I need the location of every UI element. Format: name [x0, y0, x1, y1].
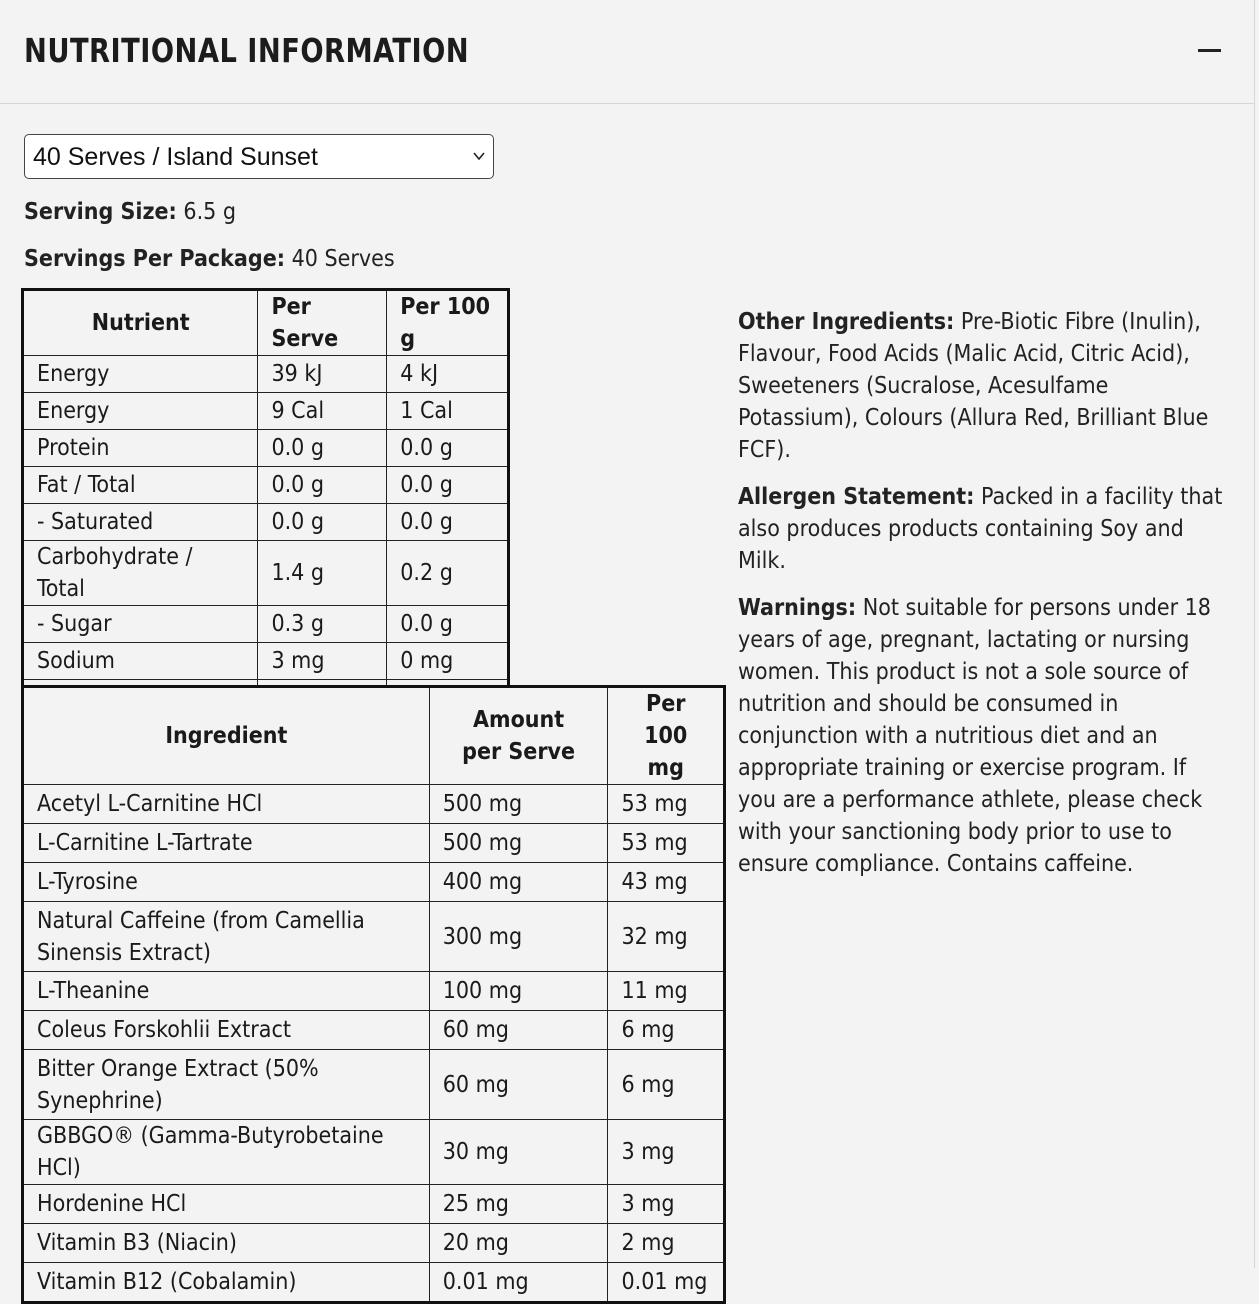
table-cell: 1 Cal — [387, 393, 509, 430]
column-header — [429, 687, 608, 785]
table-row — [23, 1185, 725, 1224]
section-title: NUTRITIONAL INFORMATION — [24, 31, 470, 70]
column-header: Per 100 g — [387, 290, 509, 356]
table-cell: 11 mg — [608, 972, 725, 1011]
table-row — [23, 504, 509, 541]
table-cell: Energy — [23, 356, 258, 393]
variant-select[interactable] — [24, 134, 494, 179]
servings-per-package — [24, 246, 395, 272]
table-cell: 0.0 g — [258, 467, 387, 504]
table-row — [23, 1224, 725, 1263]
table-row — [23, 972, 725, 1011]
table-cell: Vitamin B3 (Niacin) — [23, 1224, 430, 1263]
divider — [1254, 0, 1255, 1268]
table-row — [23, 863, 725, 902]
chevron-down-icon — [472, 149, 486, 163]
table-cell: 0.0 g — [258, 430, 387, 467]
table-cell: - Saturated — [23, 504, 258, 541]
table-cell: 0.0 g — [387, 606, 509, 643]
table-cell: 100 mg — [429, 972, 608, 1011]
table-cell: 32 mg — [608, 902, 725, 972]
table-cell: - Sugar — [23, 606, 258, 643]
nutrition-table — [21, 288, 510, 718]
table-cell: Bitter Orange Extract (50% Synephrine) — [23, 1050, 430, 1120]
table-cell: 6 mg — [608, 1011, 725, 1050]
servings-per-package-value: 40 Serves — [291, 246, 395, 272]
table-cell: Natural Caffeine (from Camellia Sinensis Extract) — [23, 902, 430, 972]
other-ingredients — [738, 306, 1228, 466]
servings-per-package-label: Servings Per Package: — [24, 246, 286, 272]
allergen-statement — [738, 481, 1228, 577]
table-header-row — [23, 290, 509, 356]
table-row — [23, 606, 509, 643]
table-row — [23, 430, 509, 467]
table-row — [23, 1050, 725, 1120]
table-cell: Protein — [23, 430, 258, 467]
ingredient-table — [21, 685, 726, 1304]
table-cell: Sodium — [23, 643, 258, 680]
table-row — [23, 824, 725, 863]
column-header-text: Amount per Serve — [462, 707, 576, 765]
table-cell: L-Tyrosine — [23, 863, 430, 902]
ingredient-notes — [738, 306, 1228, 895]
section-header[interactable] — [0, 0, 1255, 104]
table-cell: Coleus Forskohlii Extract — [23, 1011, 430, 1050]
table-row — [23, 467, 509, 504]
table-cell: Energy — [23, 393, 258, 430]
column-header-text: Per 100 mg — [644, 691, 688, 781]
table-header-row — [23, 687, 725, 785]
table-cell: Fat / Total — [23, 467, 258, 504]
serving-size-value: 6.5 g — [183, 199, 237, 225]
table-row — [23, 1263, 725, 1303]
table-cell: 0.2 g — [387, 541, 509, 606]
column-header: Per Serve — [258, 290, 387, 356]
table-row — [23, 785, 725, 824]
table-row — [23, 902, 725, 972]
warnings-text: Not suitable for persons under 18 years of age, pregnant, lactating or nursing women. This product is not a sole source of nutrition and should be consumed in conjunction with a nutritious diet and an appropriate training or exercise program. If you are a performance athlete, please check with your sanctioning body prior to use to ensure compliance. Contains caffeine. — [738, 595, 1211, 877]
table-cell: 20 mg — [429, 1224, 608, 1263]
serving-size — [24, 199, 236, 225]
table-cell: 300 mg — [429, 902, 608, 972]
table-cell: 0.01 mg — [429, 1263, 608, 1303]
column-header — [608, 687, 725, 785]
table-row — [23, 541, 509, 606]
table-cell: Acetyl L-Carnitine HCl — [23, 785, 430, 824]
warnings — [738, 592, 1228, 880]
table-cell: 3 mg — [608, 1120, 725, 1185]
table-cell: 1.4 g — [258, 541, 387, 606]
table-cell: 43 mg — [608, 863, 725, 902]
table-cell: 2 mg — [608, 1224, 725, 1263]
table-cell: 9 Cal — [258, 393, 387, 430]
serving-size-label: Serving Size: — [24, 199, 177, 225]
table-cell: 0.01 mg — [608, 1263, 725, 1303]
variant-select-value: 40 Serves / Island Sunset — [33, 143, 318, 171]
table-row — [23, 1120, 725, 1185]
table-cell: L-Carnitine L-Tartrate — [23, 824, 430, 863]
table-cell: 500 mg — [429, 824, 608, 863]
table-row — [23, 393, 509, 430]
table-row — [23, 1011, 725, 1050]
table-cell: 6 mg — [608, 1050, 725, 1120]
allergen-text: Packed in a facility that also produces products containing Soy and Milk. — [738, 484, 1223, 574]
table-cell: 4 kJ — [387, 356, 509, 393]
table-cell: 3 mg — [608, 1185, 725, 1224]
other-ingredients-text: Pre-Biotic Fibre (Inulin), Flavour, Food Acids (Malic Acid, Citric Acid), Sweeteners (Sucralose, Acesulfame Potassium), Colours (Allura Red, Brilliant Blue FCF). — [738, 309, 1209, 463]
table-cell: 30 mg — [429, 1120, 608, 1185]
table-cell: L-Theanine — [23, 972, 430, 1011]
table-cell: 39 kJ — [258, 356, 387, 393]
table-cell: 400 mg — [429, 863, 608, 902]
collapse-minus-icon[interactable] — [1196, 37, 1224, 65]
column-header: Ingredient — [23, 687, 430, 785]
table-cell: 0 mg — [387, 643, 509, 680]
table-cell: Hordenine HCl — [23, 1185, 430, 1224]
table-cell: Vitamin B12 (Cobalamin) — [23, 1263, 430, 1303]
table-cell: 53 mg — [608, 824, 725, 863]
table-cell: 0.0 g — [387, 430, 509, 467]
table-cell: 0.3 g — [258, 606, 387, 643]
table-cell: 25 mg — [429, 1185, 608, 1224]
table-cell: Carbohydrate / Total — [23, 541, 258, 606]
warnings-label: Warnings: — [738, 595, 857, 621]
table-cell: GBBGO® (Gamma-Butyrobetaine HCl) — [23, 1120, 430, 1185]
table-cell: 60 mg — [429, 1011, 608, 1050]
column-header: Nutrient — [23, 290, 258, 356]
table-row — [23, 356, 509, 393]
table-cell: 3 mg — [258, 643, 387, 680]
table-cell: 0.0 g — [258, 504, 387, 541]
table-row — [23, 643, 509, 680]
table-cell: 0.0 g — [387, 467, 509, 504]
table-cell: 500 mg — [429, 785, 608, 824]
table-cell: 53 mg — [608, 785, 725, 824]
other-ingredients-label: Other Ingredients: — [738, 309, 955, 335]
allergen-label: Allergen Statement: — [738, 484, 975, 510]
table-cell: 60 mg — [429, 1050, 608, 1120]
table-cell: 0.0 g — [387, 504, 509, 541]
